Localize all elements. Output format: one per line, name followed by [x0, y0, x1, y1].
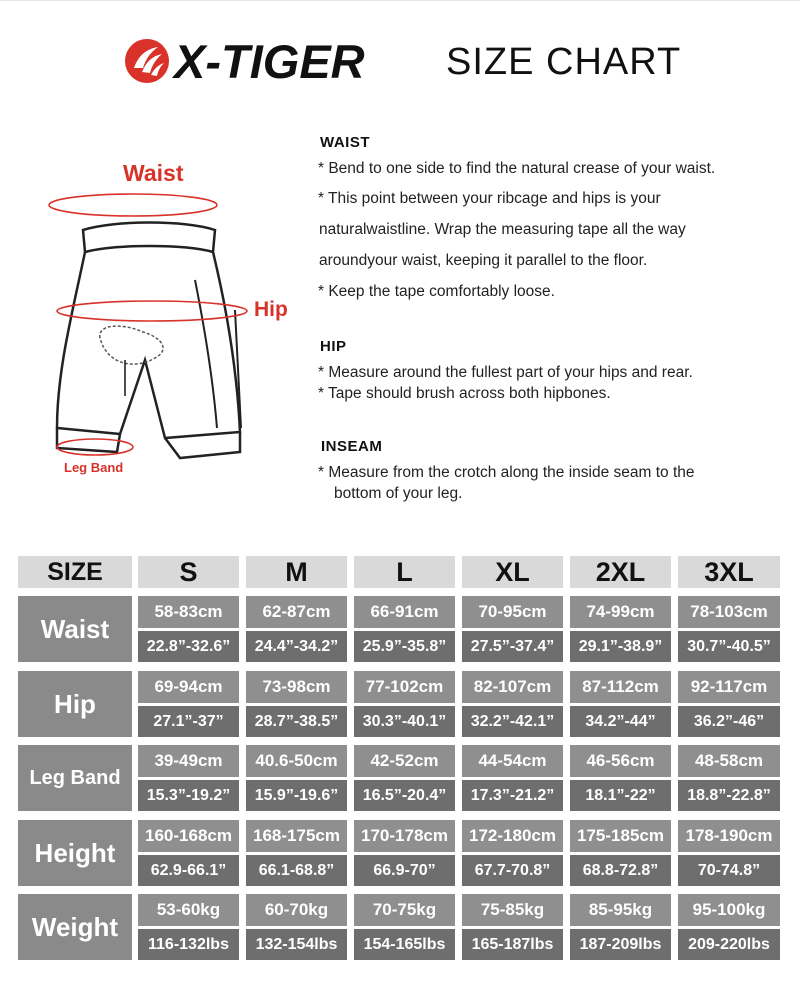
height-metric-l: 170-178cm: [354, 820, 455, 852]
weight-imperial-s: 116-132lbs: [138, 929, 239, 960]
weight-metric-s: 53-60kg: [138, 894, 239, 926]
row-label-hip: Hip: [18, 671, 132, 737]
row-label-weight: Weight: [18, 894, 132, 960]
waist-metric-l: 66-91cm: [354, 596, 455, 628]
waist-metric-2xl: 74-99cm: [570, 596, 671, 628]
hip-heading: HIP: [320, 338, 347, 355]
leg-band-imperial-s: 15.3”-19.2”: [138, 780, 239, 811]
inseam-heading: INSEAM: [321, 438, 383, 455]
row-label-leg-band: Leg Band: [18, 745, 132, 811]
weight-imperial-m: 132-154lbs: [246, 929, 347, 960]
leg-band-imperial-xl: 17.3”-21.2”: [462, 780, 563, 811]
row-label-height: Height: [18, 820, 132, 886]
tiger-claw-logo-icon: [124, 38, 170, 84]
waist-metric-3xl: 78-103cm: [678, 596, 780, 628]
leg-band-imperial-m: 15.9”-19.6”: [246, 780, 347, 811]
waist-instruction-5: * Keep the tape comfortably loose.: [318, 283, 555, 300]
waist-instruction-4: aroundyour waist, keeping it parallel to the floor.: [319, 252, 648, 269]
weight-metric-m: 60-70kg: [246, 894, 347, 926]
waist-imperial-m: 24.4”-34.2”: [246, 631, 347, 662]
size-header: SIZE: [18, 556, 132, 590]
waist-heading: WAIST: [320, 134, 370, 151]
size-header-2xl: 2XL: [570, 556, 671, 590]
leg-band-metric-l: 42-52cm: [354, 745, 455, 777]
height-imperial-2xl: 68.8-72.8”: [570, 855, 671, 886]
hip-imperial-3xl: 36.2”-46”: [678, 706, 780, 737]
diagram-leg-band-label: Leg Band: [64, 460, 124, 475]
inseam-instruction-2: bottom of your leg.: [334, 485, 463, 502]
weight-imperial-l: 154-165lbs: [354, 929, 455, 960]
weight-metric-l: 70-75kg: [354, 894, 455, 926]
hip-imperial-2xl: 34.2”-44”: [570, 706, 671, 737]
height-metric-3xl: 178-190cm: [678, 820, 780, 852]
waist-imperial-2xl: 29.1”-38.9”: [570, 631, 671, 662]
height-imperial-xl: 67.7-70.8”: [462, 855, 563, 886]
leg-band-metric-2xl: 46-56cm: [570, 745, 671, 777]
height-imperial-l: 66.9-70”: [354, 855, 455, 886]
height-metric-xl: 172-180cm: [462, 820, 563, 852]
hip-metric-l: 77-102cm: [354, 671, 455, 703]
size-header-3xl: 3XL: [678, 556, 780, 590]
waist-imperial-l: 25.9”-35.8”: [354, 631, 455, 662]
weight-metric-3xl: 95-100kg: [678, 894, 780, 926]
waist-metric-s: 58-83cm: [138, 596, 239, 628]
leg-band-imperial-3xl: 18.8”-22.8”: [678, 780, 780, 811]
leg-band-metric-s: 39-49cm: [138, 745, 239, 777]
brand-logo-text: X-TIGER: [174, 35, 365, 88]
size-header-m: M: [246, 556, 347, 590]
height-imperial-3xl: 70-74.8”: [678, 855, 780, 886]
height-imperial-s: 62.9-66.1”: [138, 855, 239, 886]
height-imperial-m: 66.1-68.8”: [246, 855, 347, 886]
weight-imperial-2xl: 187-209lbs: [570, 929, 671, 960]
weight-metric-2xl: 85-95kg: [570, 894, 671, 926]
hip-metric-s: 69-94cm: [138, 671, 239, 703]
leg-band-metric-xl: 44-54cm: [462, 745, 563, 777]
hip-instruction-2: * Tape should brush across both hipbones.: [318, 385, 611, 402]
weight-imperial-xl: 165-187lbs: [462, 929, 563, 960]
waist-imperial-xl: 27.5”-37.4”: [462, 631, 563, 662]
waist-metric-xl: 70-95cm: [462, 596, 563, 628]
hip-imperial-l: 30.3”-40.1”: [354, 706, 455, 737]
top-divider: [0, 0, 800, 1]
waist-instruction-2: * This point between your ribcage and hips is your: [318, 190, 661, 207]
waist-instruction-1: * Bend to one side to find the natural crease of your waist.: [318, 160, 716, 177]
cycling-shorts-diagram: [45, 160, 315, 490]
hip-metric-xl: 82-107cm: [462, 671, 563, 703]
row-label-waist: Waist: [18, 596, 132, 662]
height-metric-m: 168-175cm: [246, 820, 347, 852]
size-header-l: L: [354, 556, 455, 590]
leg-band-imperial-2xl: 18.1”-22”: [570, 780, 671, 811]
hip-imperial-s: 27.1”-37”: [138, 706, 239, 737]
leg-band-metric-m: 40.6-50cm: [246, 745, 347, 777]
hip-metric-2xl: 87-112cm: [570, 671, 671, 703]
waist-metric-m: 62-87cm: [246, 596, 347, 628]
inseam-instruction-1: * Measure from the crotch along the inside seam to the: [318, 464, 695, 481]
hip-instruction-1: * Measure around the fullest part of your hips and rear.: [318, 364, 693, 381]
leg-band-metric-3xl: 48-58cm: [678, 745, 780, 777]
hip-metric-3xl: 92-117cm: [678, 671, 780, 703]
waist-instruction-3: naturalwaistline. Wrap the measuring tape all the way: [319, 221, 686, 238]
waist-imperial-3xl: 30.7”-40.5”: [678, 631, 780, 662]
hip-metric-m: 73-98cm: [246, 671, 347, 703]
leg-band-imperial-l: 16.5”-20.4”: [354, 780, 455, 811]
waist-imperial-s: 22.8”-32.6”: [138, 631, 239, 662]
page-title: SIZE CHART: [446, 41, 682, 83]
weight-imperial-3xl: 209-220lbs: [678, 929, 780, 960]
diagram-waist-label: Waist: [123, 160, 184, 186]
hip-imperial-xl: 32.2”-42.1”: [462, 706, 563, 737]
height-metric-2xl: 175-185cm: [570, 820, 671, 852]
diagram-hip-label: Hip: [254, 298, 288, 321]
size-header-xl: XL: [462, 556, 563, 590]
height-metric-s: 160-168cm: [138, 820, 239, 852]
hip-imperial-m: 28.7”-38.5”: [246, 706, 347, 737]
size-header-s: S: [138, 556, 239, 590]
weight-metric-xl: 75-85kg: [462, 894, 563, 926]
